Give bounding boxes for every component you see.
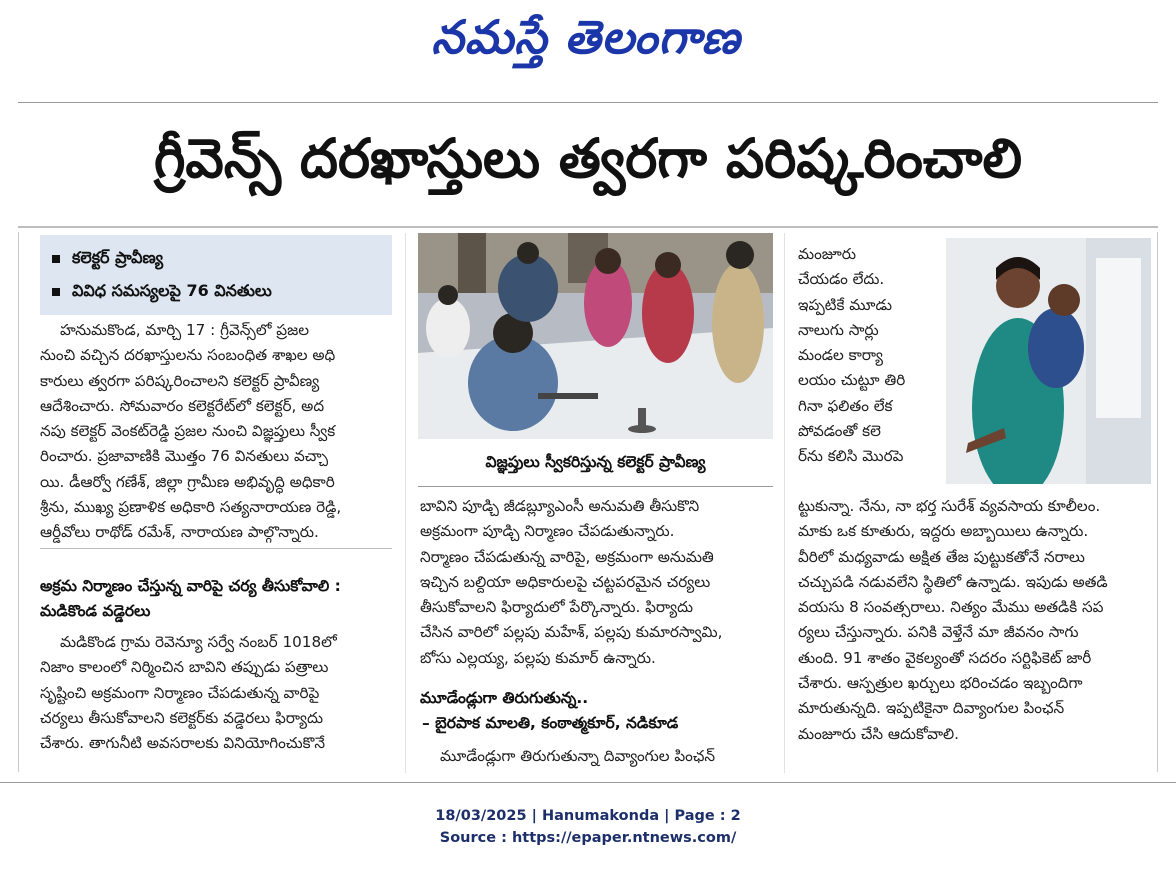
text-line: శ్రీను, ముఖ్య ప్రణాళిక అధికారి సత్యనారాయణ రెడ్డి, [40, 498, 342, 517]
text-line: చచ్చుపడి నడువలేని స్థితిలో ఉన్నాడు. ఇపుడు అతడి [798, 572, 1108, 591]
subhead-title: మూడేండ్లుగా తిరుగుతున్న.. [420, 689, 589, 707]
text-line: మారుతున్నది. ఇప్పటికైనా దివ్యాంగుల పింఛన్ [798, 699, 1065, 718]
text-line: ఆదేశించారు. సోమవారం కలెక్టరేట్‌లో కలెక్టర్, అద [40, 396, 325, 415]
text-line: యి. డీఆర్వో గణేశ్, జిల్లా గ్రామీణ అభివృద్ధి అధికారి [40, 472, 335, 491]
story-three-wide [798, 494, 1153, 747]
text-line: మూడేండ్లుగా తిరుగుతున్నా దివ్యాంగుల పింఛన్ [440, 747, 716, 765]
text-line: చర్యలు తీసుకోవాలని కలెక్టర్‌కు వడ్డెరలు ఫిర్యాదు [40, 708, 323, 727]
subhead-pension [420, 686, 775, 736]
text-line: మండల కార్యా [798, 346, 883, 365]
text-line: చేశారు. తాగునీటి అవసరాలకు వినియోగించుకొనే [40, 734, 326, 753]
text-line: మడికొండ గ్రామ రెవెన్యూ సర్వే నంబర్ 1018లో [60, 633, 337, 651]
text-line: హనుమకొండ, మార్చి 17 : గ్రీవెన్స్‌లో ప్రజల [60, 321, 309, 339]
bullet-icon [52, 288, 60, 296]
text-line: బోసు ఎల్లయ్య, పల్లపు కుమార్ ఉన్నారు. [420, 648, 656, 667]
column-divider [405, 233, 406, 773]
text-line: చేసిన వారిలో పల్లపు మహేశ్, పల్లపు కుమారస్వామి, [420, 623, 723, 642]
text-line: ఇచ్చిన బల్దియా అధికారులపై చట్టపరమైన చర్యలు [420, 572, 711, 591]
text-line: అక్రమంగా పూడ్చి నిర్మాణం చేపడుతున్నారు. [420, 522, 675, 541]
text-line: నపు కలెక్టర్ వెంకట్‌రెడ్డి ప్రజల నుంచి విజ్ఞప్తులు స్వీక [40, 422, 336, 441]
bullet-icon [52, 255, 60, 263]
subhead-rule [40, 548, 392, 549]
mother-child-photo-image [946, 238, 1151, 484]
collector-photo [418, 233, 773, 439]
text-line: చేశారు. ఆస్పత్రుల ఖర్చులు భరించడం ఇబ్బందిగా [798, 674, 1083, 693]
photo-caption: విజ్ఞప్తులు స్వీకరిస్తున్న కలెక్టర్ ప్రావీణ్య [485, 453, 706, 471]
footer-date-page: 18/03/2025 | Hanumakonda | Page : 2 [435, 808, 741, 824]
text-line: లయం చుట్టూ తిరి [798, 371, 906, 390]
text-line: నిజాం కాలంలో నిర్మించిన బావిని తప్పుడు పత్రాలు [40, 658, 329, 677]
text-line: మంజూరు [798, 245, 856, 263]
text-line: నిర్మాణం చేపడుతున్న వారిపై, అక్రమంగా అనుమతి [420, 547, 714, 566]
text-line: ర్యలు చేస్తున్నారు. పనికి వెళ్తేనే మా జీవనం సాగు [798, 623, 1079, 642]
text-line: ట్టుకున్నా. నేను, నా భర్త సురేశ్ వ్యవసాయ కూలీలం. [798, 497, 1101, 515]
text-line: సృష్టించి అక్రమంగా నిర్మాణం చేపడుతున్న వారిపై [40, 683, 320, 702]
masthead [0, 0, 1176, 100]
text-line: గినా ఫలితం లేక [798, 396, 893, 415]
text-line: బావిని పూడ్చి జీడబ్ల్యూఎంసీ అనుమతి తీసుకొని [420, 497, 700, 515]
text-line: రించారు. ప్రజావాణికి మొత్తం 76 వినతులు వచ్చా [40, 447, 329, 466]
text-line: ఇప్పటికే మూడు [798, 295, 892, 314]
headline-rule [18, 226, 1158, 228]
text-line: నాలుగు సార్లు [798, 320, 879, 339]
story-three-narrow [798, 242, 940, 470]
story-lead [40, 318, 392, 546]
story-two [40, 630, 392, 756]
text-line: ఆర్డీవోలు రాథోడ్ రమేశ్, నారాయణ పాల్గొన్నారు. [40, 523, 319, 542]
column-divider [784, 233, 785, 773]
highlights-box [40, 235, 392, 315]
text-line: కారులు త్వరగా పరిష్కరించాలని కలెక్టర్ ప్రావీణ్య [40, 371, 320, 390]
story-three-start [420, 744, 775, 769]
text-line: చేయడం లేదు. [798, 270, 885, 289]
subhead-illegal-construction: అక్రమ నిర్మాణం చేస్తున్న వారిపై చర్య తీసుకోవాలి : మడికొండ వడ్డెరలు [40, 577, 341, 620]
left-border [18, 232, 19, 772]
story-two-continued [420, 494, 775, 671]
top-rule [18, 102, 1158, 103]
right-border [1157, 232, 1158, 772]
text-line: ర్‌ను కలిసి మొరపె [798, 447, 904, 466]
footer-source: Source : https://epaper.ntnews.com/ [439, 830, 737, 846]
text-line: మంజూరు చేసి ఆదుకోవాలి. [798, 724, 959, 743]
text-line: వీరిలో మధ్యవాడు అక్షిత తేజ పుట్టుకతోనే నరాలు [798, 547, 1085, 566]
text-line: తీసుకోవాలని ఫిర్యాదులో పేర్కొన్నారు. ఫిర్యాదు [420, 598, 694, 617]
highlight-item: కలెక్టర్ ప్రావీణ్య [52, 241, 380, 274]
text-line: వయసు 8 సంవత్సరాలు. నిత్యం మేము అతడికి సప [798, 598, 1104, 617]
text-line: నుంచి వచ్చిన దరఖాస్తులను సంబంధిత శాఖల అధి [40, 346, 336, 365]
masthead-title: నమస్తే తెలంగాణ [431, 10, 741, 64]
text-line: తుంది. 91 శాతం వైకల్యంతో సదరం సర్టిఫికెట్ జారీ [798, 648, 1092, 667]
bottom-rule [0, 782, 1176, 783]
mother-child-photo [946, 238, 1151, 484]
text-line: మాకు ఒక కూతురు, ఇద్దరు అబ్బాయిలు ఉన్నారు. [798, 522, 1089, 541]
text-line: పోవడంతో కలె [798, 422, 881, 441]
headline: గ్రీవెన్స్ దరఖాస్తులు త్వరగా పరిష్కరించాలి [153, 126, 1023, 190]
highlight-item: వివిధ సమస్యలపై 76 వినతులు [52, 274, 380, 307]
collector-photo-image [418, 233, 773, 439]
byline: – బైరపాక మాలతి, కంఠాత్మకూర్, నడికూడ [422, 714, 679, 732]
caption-rule [418, 486, 773, 487]
